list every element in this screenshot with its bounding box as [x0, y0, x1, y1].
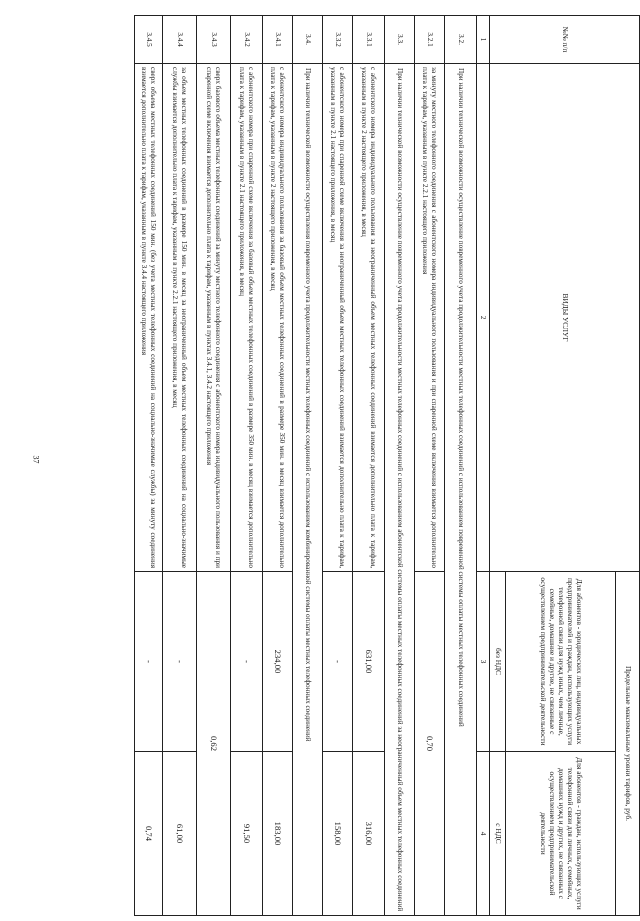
- table-row: [415, 16, 445, 916]
- section-heading: При наличии технической возможности осуществление повременного учета продолжительности местных телефонных соединений с использованием абонентской системы оплаты местных телефонных соединений за неограниченный объем местных телефонных соединений: [385, 64, 415, 916]
- column-number-2: 2: [477, 64, 490, 572]
- tariff-value-legal: -: [231, 572, 263, 752]
- row-number: 3.3.1: [353, 16, 385, 64]
- row-number: 3.4.4: [163, 16, 197, 64]
- service-description: за минуту местного телефонного соединения с абонентского номера индивидуального пользования и при спаренной схеме включения взимается дополнительно плата к тарифам, указанным в пункте 2.2.1 настоящего приложения: [415, 64, 445, 572]
- header-citizens: Для абонентов - граждан, использующих услуги телефонной связи для личных, семейных, домашних нужд и других, не связанных с осуществлением предпринимательской деятельности: [506, 752, 616, 916]
- tariff-value-citizens: 158,00: [323, 752, 353, 916]
- row-number: 3.3.: [385, 16, 415, 64]
- service-description: сверх базового объема местных телефонных соединений за минуту местного телефонного соединения с абонентского номера индивидуального пользования и при спаренной схеме включения взимается дополнительно плата к тарифам, указанным в пунктах 3.4.1, 3.4.2 настоящего приложения: [197, 64, 231, 572]
- header-with-vat: с НДС: [490, 752, 506, 916]
- column-number-3: 3: [477, 572, 490, 752]
- tariff-table: [134, 15, 640, 916]
- service-description: с абонентского номера индивидуального пользования за базовый объем местных телефонных соединений в размере 350 мин. в месяц взимается дополнительно плата к тарифам, указанным в пункте 2 настоящего приложения, в месяц: [263, 64, 293, 572]
- table-row: [163, 16, 197, 916]
- tariff-value-merged: 0,62: [197, 572, 231, 916]
- row-number: 3.2.1: [415, 16, 445, 64]
- row-number: 3.4.5: [135, 16, 163, 64]
- table-row: [197, 16, 231, 916]
- header-legal-entities: Для абонентов - юридических лиц, индивидуальных предпринимателей и граждан, использующих услуги телефонной связи для нужд иных, чем личные, семейные, домашние и другие, не связанные с осуществлением предпринимательской деятельности: [506, 572, 616, 752]
- service-description: с абонентского номера при спаренной схеме включения за базовый объем местных телефонных соединений в размере 350 мин. в месяц взимается дополнительно плата к тарифам, указанным в пункте 2.1 настоящего приложения, в месяц: [231, 64, 263, 572]
- header-service: ВИДЫ УСЛУГ: [490, 64, 640, 572]
- table-row: [323, 16, 353, 916]
- section-heading: При наличии технической возможности осуществление повременного учета продолжительности местных телефонных соединений с использованием повременной системы оплаты местных телефонных соединений: [445, 64, 477, 916]
- column-number-1: 1: [477, 16, 490, 64]
- header-tariff-levels: Предельные максимальные уровни тарифов, руб.: [616, 572, 640, 916]
- tariff-value-citizens: 0,74: [135, 752, 163, 916]
- table-row: [293, 16, 323, 916]
- tariff-sheet: [140, 15, 640, 915]
- service-description: сверх объема местных телефонных соединений 150 мин. (без учета местных телефонных соединений на социально-значимые службы) за минуту соединения взимается дополнительно плата к тарифам, указанным в пункте 3.4.4 настоящего приложения: [135, 64, 163, 572]
- service-description: с абонентского номера при спаренной схеме включения за неограниченный объем местных телефонных соединений взимается дополнительно плата к тарифам, указанным в пункте 2.1 настоящего приложения, в месяц: [323, 64, 353, 572]
- tariff-value-citizens: 183,00: [263, 752, 293, 916]
- row-number: 3.2.: [445, 16, 477, 64]
- tariff-value-merged: 0,70: [415, 572, 445, 916]
- table-row: [353, 16, 385, 916]
- page-number: 37: [31, 455, 41, 464]
- service-description: с абонентского номера индивидуального пользования за неограниченный объем местных телефонных соединений взимается дополнительно плата к тарифам, указанным в пункте 2 настоящего приложения, в месяц: [353, 64, 385, 572]
- tariff-value-legal: 631,00: [353, 572, 385, 752]
- table-row: [135, 16, 163, 916]
- header-number: №№ п/п: [490, 16, 640, 64]
- tariff-value-legal: -: [163, 572, 197, 752]
- header-no-vat: без НДС: [490, 572, 506, 752]
- tariff-value-citizens: 316,00: [353, 752, 385, 916]
- column-number-4: 4: [477, 752, 490, 916]
- table-row: [445, 16, 477, 916]
- tariff-value-citizens: 91,50: [231, 752, 263, 916]
- row-number: 3.4.3: [197, 16, 231, 64]
- row-number: 3.4.1: [263, 16, 293, 64]
- tariff-value-citizens: 61,00: [163, 752, 197, 916]
- row-number: 3.4.: [293, 16, 323, 64]
- tariff-value-legal: 234,00: [263, 572, 293, 752]
- table-row: [385, 16, 415, 916]
- tariff-value-legal: -: [135, 572, 163, 752]
- row-number: 3.4.2: [231, 16, 263, 64]
- tariff-value-legal: -: [323, 572, 353, 752]
- service-description: за объем местных телефонных соединений в размере 150 мин. в месяц за неограниченный объем местных телефонных соединений на социально-значимые службы взимается дополнительно плата к тарифам, указанным в пункте 2.2.1 настоящего приложения, в месяц: [163, 64, 197, 572]
- row-number: 3.3.2: [323, 16, 353, 64]
- table-row: [231, 16, 263, 916]
- table-row: [263, 16, 293, 916]
- section-heading: При наличии технической возможности осуществления повременного учета продолжительности местных телефонных соединений с использованием комбинированной системы оплаты местных телефонных соединений: [293, 64, 323, 916]
